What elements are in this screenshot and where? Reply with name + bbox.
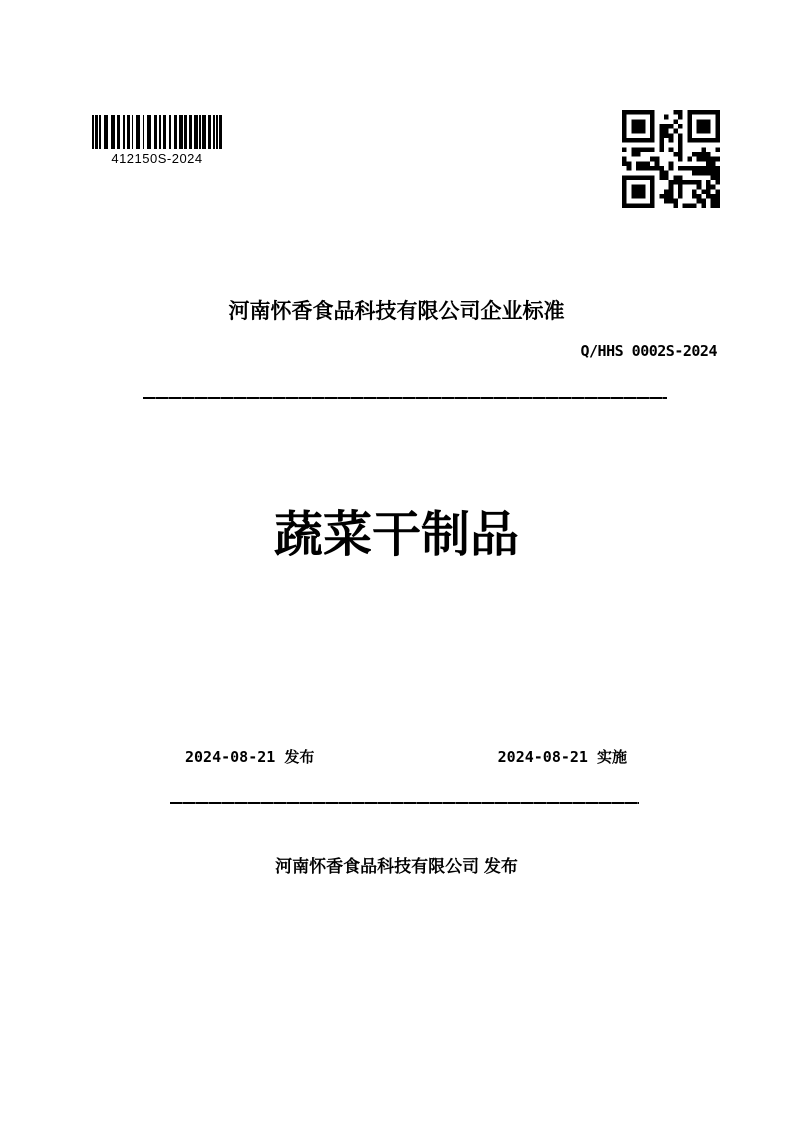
standard-number: Q/HHS 0002S-2024 [580,342,717,360]
qr-code-image [622,110,720,208]
divider-line-bottom [170,802,639,804]
barcode [92,115,222,166]
barcode-text: 412150S-2024 [111,151,203,166]
issue-date: 2024-08-21 发布 [185,748,315,766]
publisher-line: 河南怀香食品科技有限公司 发布 [275,857,518,876]
document-title: 蔬菜干制品 [273,508,519,562]
company-standard-heading: 河南怀香食品科技有限公司企业标准 [228,300,565,323]
barcode-image [92,115,222,149]
implementation-date: 2024-08-21 实施 [497,748,627,766]
divider-line-top [143,397,667,399]
